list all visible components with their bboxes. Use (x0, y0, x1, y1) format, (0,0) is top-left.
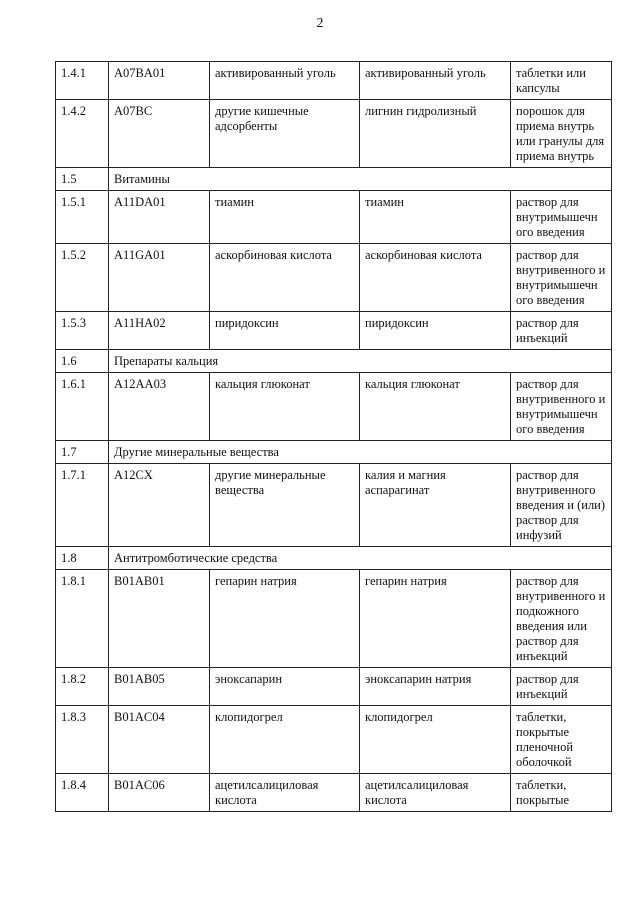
item-number: 1.4.1 (56, 62, 109, 100)
table-row (56, 62, 612, 100)
table-row (56, 706, 612, 774)
dosage-form: раствор для инъекций (511, 312, 612, 350)
item-number: 1.4.2 (56, 100, 109, 168)
drug-name: ацетилсалициловая кислота (360, 774, 511, 812)
table-row (56, 464, 612, 547)
anatomical-group: аскорбиновая кислота (210, 244, 360, 312)
section-title: Витамины (109, 168, 612, 191)
item-number: 1.8.3 (56, 706, 109, 774)
table-row (56, 191, 612, 244)
table-row (56, 570, 612, 668)
dosage-form: порошок для приема внутрь или гранулы для приема внутрь (511, 100, 612, 168)
section-row (56, 168, 612, 191)
dosage-form: таблетки или капсулы (511, 62, 612, 100)
atc-code: A12CX (109, 464, 210, 547)
table-row (56, 774, 612, 812)
section-number: 1.7 (56, 441, 109, 464)
atc-code: A12AA03 (109, 373, 210, 441)
item-number: 1.5.1 (56, 191, 109, 244)
table-row (56, 668, 612, 706)
section-number: 1.8 (56, 547, 109, 570)
drug-name: аскорбиновая кислота (360, 244, 511, 312)
item-number: 1.8.1 (56, 570, 109, 668)
section-row (56, 547, 612, 570)
atc-code: A07BC (109, 100, 210, 168)
drug-name: пиридоксин (360, 312, 511, 350)
anatomical-group: клопидогрел (210, 706, 360, 774)
drug-name: клопидогрел (360, 706, 511, 774)
dosage-form: таблетки, покрытые (511, 774, 612, 812)
anatomical-group: пиридоксин (210, 312, 360, 350)
anatomical-group: активированный уголь (210, 62, 360, 100)
atc-code: B01AC04 (109, 706, 210, 774)
dosage-form: раствор для внутривенного введения и (или) раствор для инфузий (511, 464, 612, 547)
section-row (56, 441, 612, 464)
table-row (56, 100, 612, 168)
anatomical-group: кальция глюконат (210, 373, 360, 441)
table-row (56, 244, 612, 312)
section-number: 1.5 (56, 168, 109, 191)
page-number: 2 (316, 16, 324, 31)
section-title: Антитромботические средства (109, 547, 612, 570)
anatomical-group: гепарин натрия (210, 570, 360, 668)
atc-code: B01AB01 (109, 570, 210, 668)
item-number: 1.5.2 (56, 244, 109, 312)
table-body (56, 62, 612, 812)
drug-name: кальция глюконат (360, 373, 511, 441)
atc-code: A11DA01 (109, 191, 210, 244)
table-row (56, 312, 612, 350)
dosage-form: раствор для инъекций (511, 668, 612, 706)
section-title: Другие минеральные вещества (109, 441, 612, 464)
atc-code: B01AC06 (109, 774, 210, 812)
drug-name: тиамин (360, 191, 511, 244)
drug-name: гепарин натрия (360, 570, 511, 668)
dosage-form: раствор для внутривенного и подкожного введения или раствор для инъекций (511, 570, 612, 668)
anatomical-group: другие кишечные адсорбенты (210, 100, 360, 168)
dosage-form: раствор для внутривенного и внутримышечн ого введения (511, 373, 612, 441)
table-row (56, 373, 612, 441)
drug-name: эноксапарин натрия (360, 668, 511, 706)
dosage-form: раствор для внутримышечн ого введения (511, 191, 612, 244)
section-number: 1.6 (56, 350, 109, 373)
dosage-form: раствор для внутривенного и внутримышечн ого введения (511, 244, 612, 312)
drug-name: активированный уголь (360, 62, 511, 100)
anatomical-group: другие минеральные вещества (210, 464, 360, 547)
anatomical-group: ацетилсалициловая кислота (210, 774, 360, 812)
section-title: Препараты кальция (109, 350, 612, 373)
atc-code: A11HA02 (109, 312, 210, 350)
drug-name: лигнин гидролизный (360, 100, 511, 168)
atc-code: A07BA01 (109, 62, 210, 100)
dosage-form: таблетки, покрытые пленочной оболочкой (511, 706, 612, 774)
atc-code: B01AB05 (109, 668, 210, 706)
item-number: 1.7.1 (56, 464, 109, 547)
atc-code: A11GA01 (109, 244, 210, 312)
section-row (56, 350, 612, 373)
item-number: 1.8.4 (56, 774, 109, 812)
item-number: 1.8.2 (56, 668, 109, 706)
anatomical-group: тиамин (210, 191, 360, 244)
anatomical-group: эноксапарин (210, 668, 360, 706)
drug-name: калия и магния аспарагинат (360, 464, 511, 547)
drug-list-table (55, 61, 612, 812)
item-number: 1.5.3 (56, 312, 109, 350)
item-number: 1.6.1 (56, 373, 109, 441)
